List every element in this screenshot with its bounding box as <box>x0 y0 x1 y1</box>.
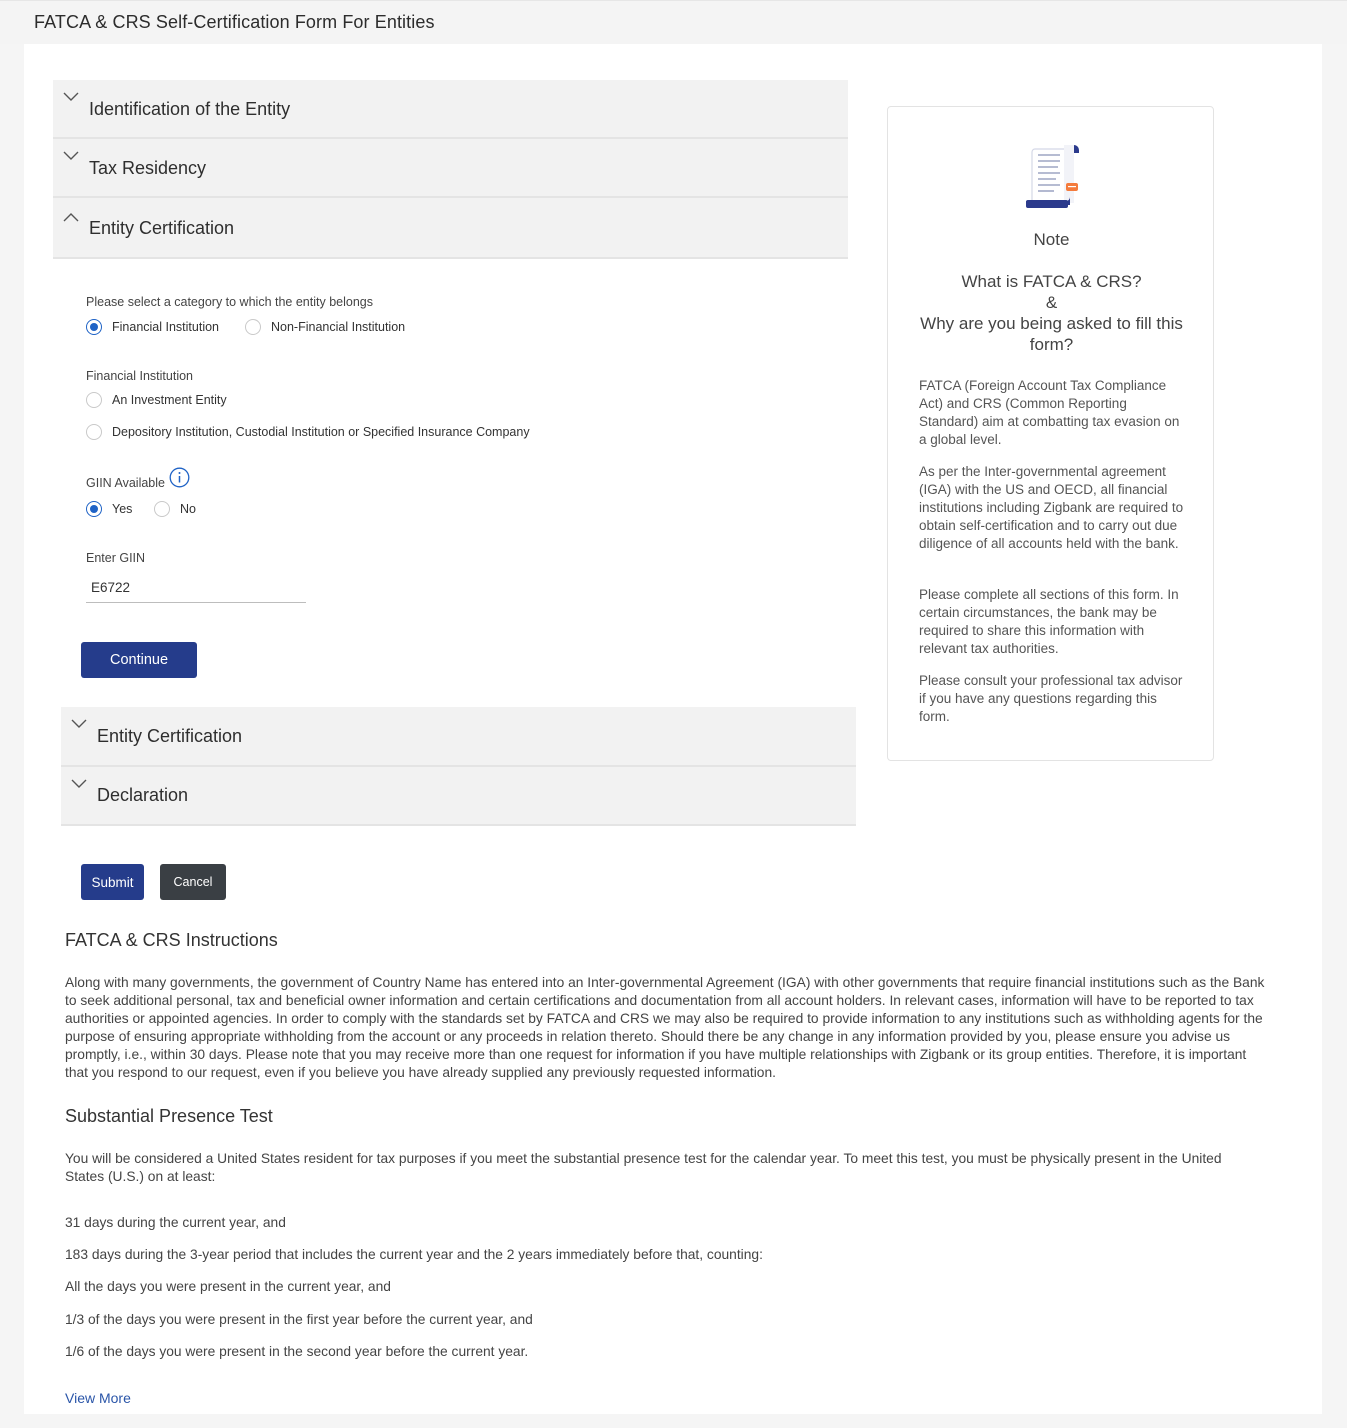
spt-item: All the days you were present in the current year, and <box>65 1279 391 1294</box>
category-label: Please select a category to which the entity belongs <box>86 295 373 309</box>
giin-available-label: GIIN Available <box>86 476 165 490</box>
radio-non-financial-institution[interactable] <box>245 319 405 335</box>
giin-label: Enter GIIN <box>86 551 146 565</box>
note-paragraph: Please complete all sections of this form. In certain circumstances, the bank may be required to share this information with relevant tax authorities. <box>919 587 1179 656</box>
accordion-entity-certification[interactable] <box>53 198 848 259</box>
radio-financial-institution[interactable] <box>86 319 219 335</box>
page-title: FATCA & CRS Self-Certification Form For Entities <box>34 12 435 32</box>
radio-label: Financial Institution <box>112 320 220 334</box>
radio-label: Yes <box>112 502 133 516</box>
radio-label: Non-Financial Institution <box>271 320 406 334</box>
note-paragraph: Please consult your professional tax advisor if you have any questions regarding this form. <box>919 673 1183 724</box>
accordion-identification[interactable] <box>53 80 848 139</box>
spt-heading: Substantial Presence Test <box>65 1106 273 1126</box>
accordion-declaration[interactable] <box>61 767 856 826</box>
spt-item: 1/6 of the days you were present in the second year before the current year. <box>65 1344 529 1359</box>
accordion-entity-certification-2[interactable] <box>61 707 856 767</box>
spt-intro: You will be considered a United States resident for tax purposes if you meet the substantial presence test for the calendar year. To meet this test, you must be physically present in the United States (U.S.) on at least: <box>65 1151 1222 1184</box>
document-scroll-icon <box>1024 143 1082 211</box>
radio-button[interactable] <box>86 424 102 440</box>
radio-button[interactable] <box>86 392 102 408</box>
submit-button[interactable]: Submit <box>81 864 144 900</box>
info-icon[interactable] <box>169 467 190 488</box>
radio-label: No <box>180 502 196 516</box>
continue-button[interactable]: Continue <box>81 642 197 678</box>
radio-investment-entity[interactable] <box>86 392 227 408</box>
page-header <box>0 0 1347 44</box>
spt-item: 31 days during the current year, and <box>65 1215 286 1230</box>
note-question-line: & <box>1045 293 1058 312</box>
accordion-label: Tax Residency <box>89 158 207 178</box>
chevron-down-icon <box>63 92 79 102</box>
chevron-down-icon <box>63 151 79 161</box>
view-more-link[interactable]: View More <box>65 1390 131 1406</box>
radio-giin-yes[interactable] <box>86 501 132 517</box>
radio-button[interactable] <box>86 319 102 335</box>
accordion-label: Declaration <box>97 785 189 805</box>
radio-label: Depository Institution, Custodial Institution or Specified Insurance Company <box>112 425 530 439</box>
note-title: Note <box>1033 230 1070 249</box>
note-card <box>887 106 1214 761</box>
accordion-label: Identification of the Entity <box>89 99 291 119</box>
radio-depository-institution[interactable] <box>86 424 530 440</box>
note-question-line: What is FATCA & CRS? <box>961 272 1142 291</box>
chevron-up-icon <box>63 212 79 222</box>
accordion-tax-residency[interactable] <box>53 139 848 198</box>
cancel-button[interactable]: Cancel <box>160 864 226 900</box>
spt-item: 183 days during the 3-year period that includes the current year and the 2 years immediately before that, counting: <box>65 1247 763 1262</box>
accordion-label: Entity Certification <box>89 218 235 238</box>
radio-giin-no[interactable] <box>154 501 196 517</box>
radio-button[interactable] <box>245 319 261 335</box>
note-paragraph: As per the Inter-governmental agreement (IGA) with the US and OECD, all financial institutions including Zigbank are required to obtain self-certification and to carry out due diligence of all accounts held with the bank. <box>919 464 1184 551</box>
radio-button[interactable] <box>86 501 102 517</box>
giin-input[interactable] <box>86 572 306 603</box>
accordion-label: Entity Certification <box>97 726 243 746</box>
note-question <box>918 271 1185 355</box>
note-paragraph: FATCA (Foreign Account Tax Compliance Act) and CRS (Common Reporting Standard) aim at combatting tax evasion on a global level. <box>919 378 1180 447</box>
note-question-line: Why are you being asked to fill this form? <box>920 314 1183 354</box>
chevron-down-icon <box>71 719 87 729</box>
fi-label: Financial Institution <box>86 369 194 383</box>
radio-label: An Investment Entity <box>112 393 227 407</box>
radio-button[interactable] <box>154 501 170 517</box>
instructions-heading: FATCA & CRS Instructions <box>65 930 278 950</box>
chevron-down-icon <box>71 779 87 789</box>
spt-item: 1/3 of the days you were present in the first year before the current year, and <box>65 1312 533 1327</box>
instructions-body: Along with many governments, the government of Country Name has entered into an Inter-governmental Agreement (IGA) with other governments that require financial institutions such as the Bank to seek additional personal, tax and beneficial owner information and certain certifications and documentation from all account holders. In relevant cases, information will have to be reported to tax authorities or appointed agencies. In order to comply with the standards set by FATCA and CRS we may also be required to provide information to any institutions such as withholding agents for the purpose of ensuring appropriate withholding from the account or any proceeds in relation thereto. Should there be any change in any information provided by you, please ensure you advise us promptly, i.e., within 30 days. Please note that you may receive more than one request for information if you have multiple relationships with Zigbank or its group entities. Therefore, it is important that you respond to our request, even if you believe you have already supplied any previously requested information. <box>65 975 1265 1080</box>
